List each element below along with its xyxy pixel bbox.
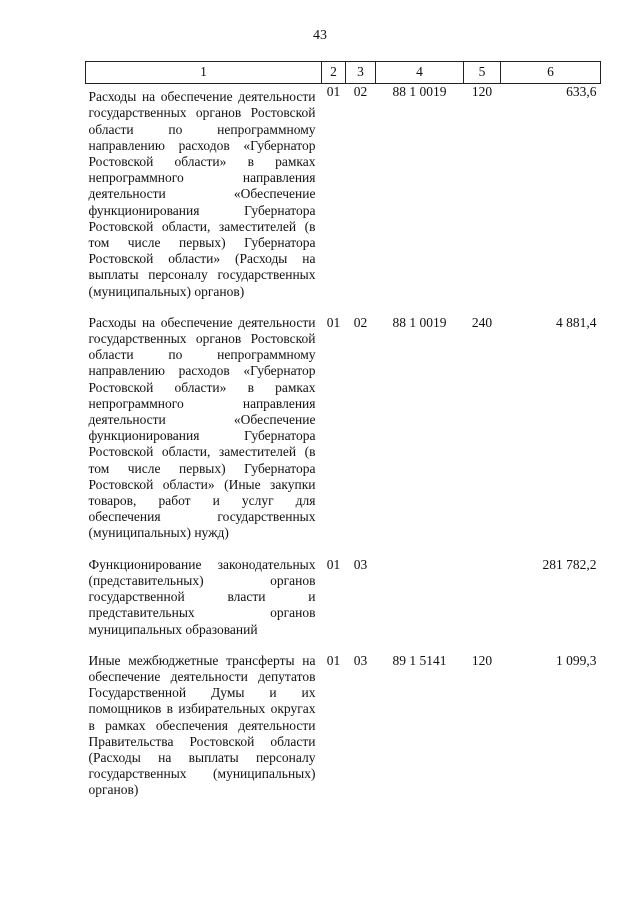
row-subsection-code: 02 — [353, 84, 368, 100]
column-header: 2 — [322, 62, 346, 84]
table-row — [86, 557, 601, 653]
row-subsection-code: 03 — [353, 556, 368, 572]
budget-table — [85, 61, 601, 814]
row-description: Иные межбюджетные трансферты на обеспечение деятельности депутатов Государственной Думы и их помощников в избирательных округах в рамках обеспечения деятельности Правительства Ростовской области (Расходы на выплаты персоналу государственных (муниципальных) органов) — [88, 652, 316, 798]
row-expense-type — [464, 557, 501, 653]
table-row — [86, 315, 601, 557]
row-subsection-code: 02 — [353, 314, 368, 330]
column-header: 5 — [464, 62, 501, 84]
row-section-code: 01 — [326, 84, 341, 100]
row-section-code: 01 — [326, 652, 341, 668]
row-amount: 4 881,4 — [556, 314, 597, 330]
row-amount: 281 782,2 — [542, 556, 597, 572]
row-target-code: 89 1 5141 — [392, 652, 447, 668]
row-expense-type: 120 — [471, 652, 493, 668]
row-expense-type: 120 — [471, 84, 493, 100]
row-target-code: 88 1 0019 — [392, 314, 447, 330]
column-header: 1 — [86, 62, 322, 84]
row-amount: 1 099,3 — [556, 652, 597, 668]
row-expense-type: 240 — [471, 314, 493, 330]
column-header: 4 — [376, 62, 464, 84]
table-row — [86, 84, 601, 315]
row-description: Функционирование законодательных (представительных) органов государственной власти и представительных органов муниципальных образований — [88, 556, 316, 637]
row-description: Расходы на обеспечение деятельности государственных органов Ростовской области по непрограммному направлению расходов «Губернатор Ростовской области» в рамках непрограммного направления деятельности «Обеспечение функционирования Губернатора Ростовской области, заместителей (в том числе первых) Губернатора Ростовской области» (Расходы на выплаты персоналу государственных (муниципальных) органов) — [88, 89, 316, 299]
row-description: Расходы на обеспечение деятельности государственных органов Ростовской области по непрограммному направлению расходов «Губернатор Ростовской области» в рамках непрограммного направления деятельности «Обеспечение функционирования Губернатора Ростовской области, заместителей (в том числе первых) Губернатора Ростовской области» (Иные закупки товаров, работ и услуг для обеспечения государственных (муниципальных) нужд) — [88, 314, 316, 541]
row-subsection-code: 03 — [353, 652, 368, 668]
row-target-code — [376, 557, 464, 653]
column-header: 6 — [501, 62, 601, 84]
row-section-code: 01 — [326, 314, 341, 330]
column-header: 3 — [346, 62, 376, 84]
row-target-code: 88 1 0019 — [392, 84, 447, 100]
table-row — [86, 653, 601, 814]
row-amount: 633,6 — [566, 84, 597, 100]
row-section-code: 01 — [326, 556, 341, 572]
table-header-row — [86, 62, 601, 84]
page-number: 43 — [313, 28, 327, 43]
